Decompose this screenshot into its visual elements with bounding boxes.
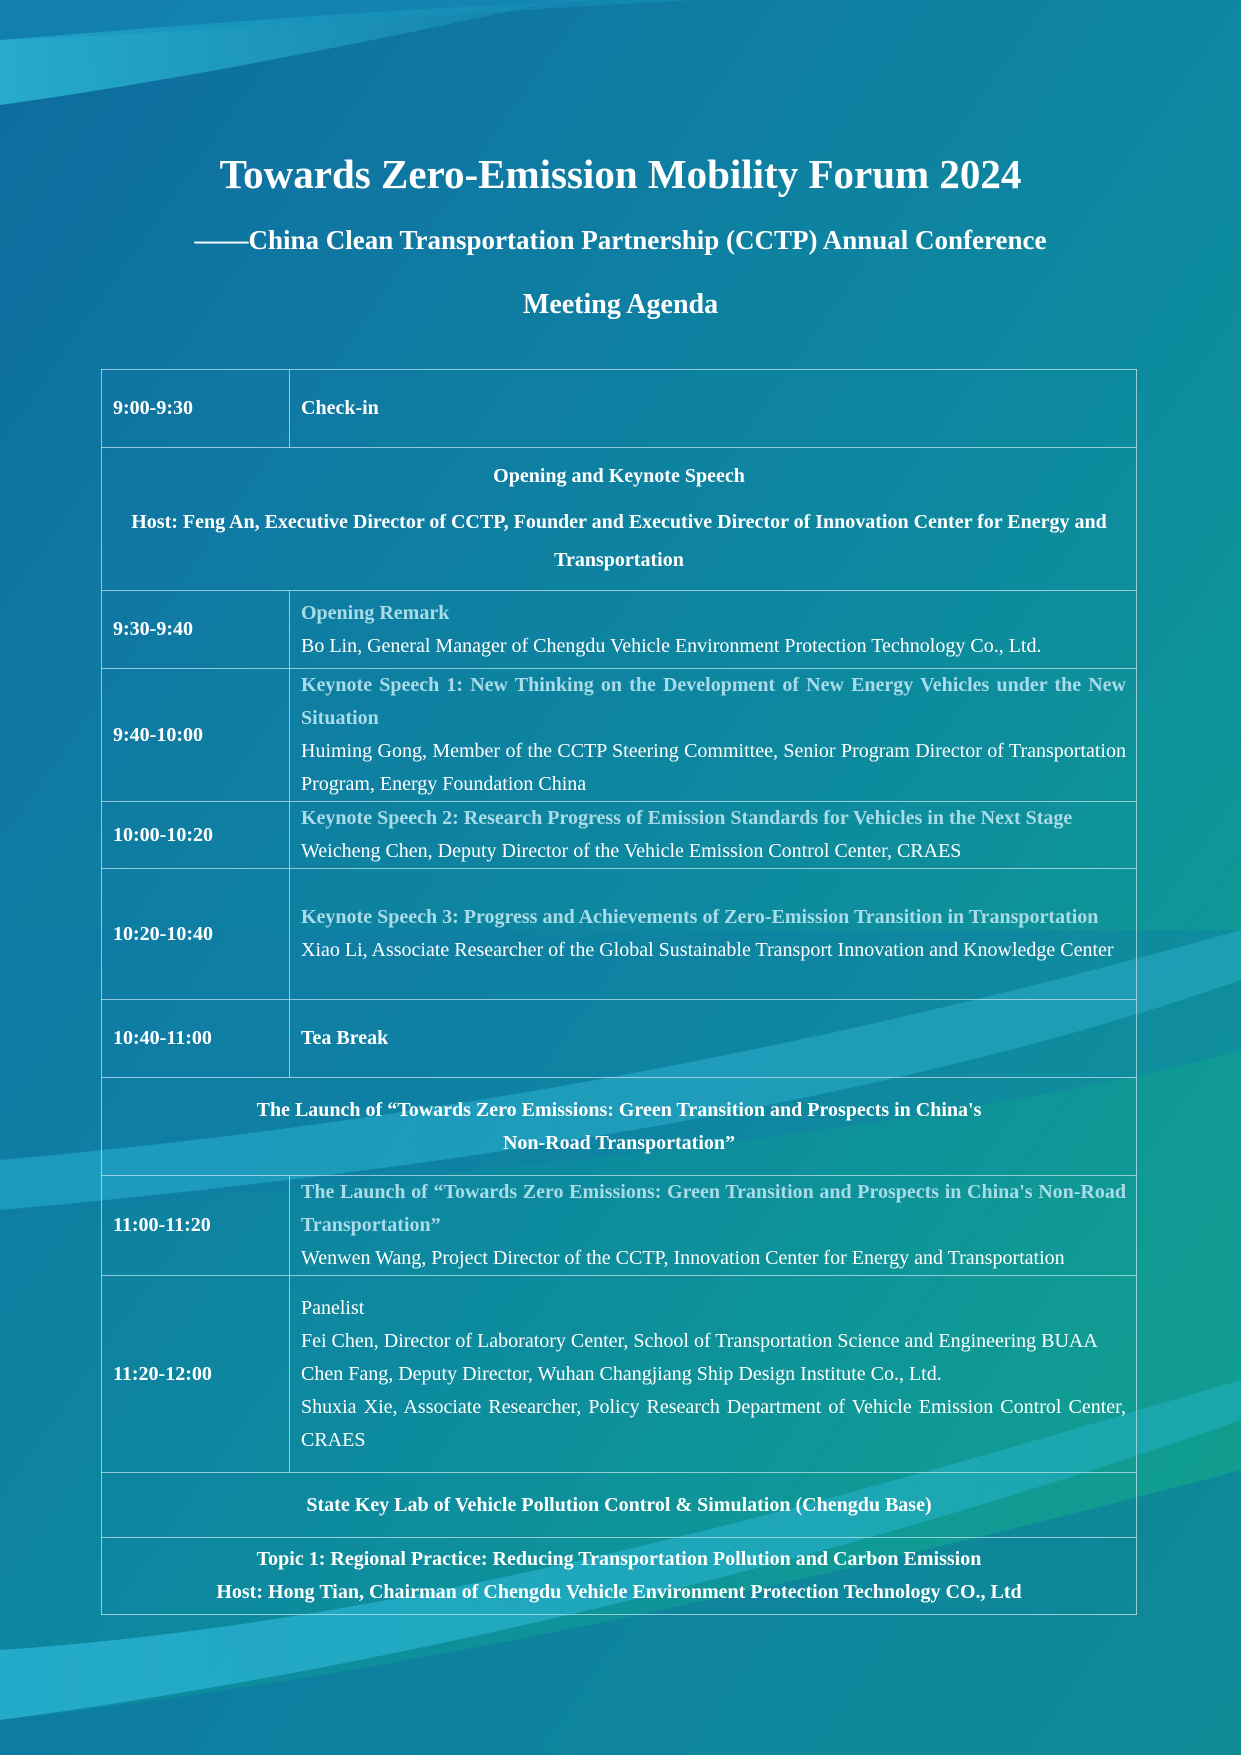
agenda-heading: Meeting Agenda <box>522 289 719 320</box>
agenda-row-checkin <box>102 370 1137 448</box>
item-cell <box>290 802 1137 869</box>
item-title: Keynote Speech 1: New Thinking on the Development of New Energy Vehicles under the New Situation <box>301 674 1126 729</box>
section-title: State Key Lab of Vehicle Pollution Control & Simulation (Chengdu Base) <box>306 1493 932 1516</box>
forum-title: Towards Zero-Emission Mobility Forum 2024 <box>219 151 1022 197</box>
forum-subtitle: ——China Clean Transportation Partnership (CCTP) Annual Conference <box>194 225 1047 255</box>
tea-break-label: Tea Break <box>301 1027 389 1049</box>
item-speaker: Bo Lin, General Manager of Chengdu Vehicle Environment Protection Technology Co., Ltd. <box>301 634 1042 657</box>
checkin-cell <box>290 370 1137 448</box>
time-cell: 10:20-10:40 <box>102 869 290 1000</box>
time-cell: 9:00-9:30 <box>102 370 290 448</box>
item-cell <box>290 869 1137 1000</box>
agenda-row-keynote-1 <box>102 669 1137 802</box>
agenda-section-launch <box>102 1078 1137 1176</box>
section-host: Host: Feng An, Executive Director of CCTP, Founder and Executive Director of Innovation Center for Energy and Transportation <box>131 510 1107 571</box>
agenda-row-opening-remark <box>102 591 1137 669</box>
item-cell <box>290 591 1137 669</box>
agenda-row-keynote-2 <box>102 802 1137 869</box>
item-speaker: Huiming Gong, Member of the CCTP Steering Committee, Senior Program Director of Transportation Program, Energy Foundation China <box>301 740 1126 795</box>
section-cell <box>102 1473 1137 1538</box>
time-cell: 10:40-11:00 <box>102 1000 290 1078</box>
agenda-row-tea-break <box>102 1000 1137 1078</box>
panelist: Fei Chen, Director of Laboratory Center, School of Transportation Science and Engineering BUAA <box>301 1329 1098 1352</box>
agenda-section-opening <box>102 448 1137 591</box>
section-title: The Launch of “Towards Zero Emissions: Green Transition and Prospects in China's Non-Road Transportation” <box>256 1098 982 1154</box>
time-cell: 9:40-10:00 <box>102 669 290 802</box>
item-cell <box>290 1176 1137 1276</box>
item-cell <box>290 669 1137 802</box>
panelist: Shuxia Xie, Associate Researcher, Policy Research Department of Vehicle Emission Control Center, CRAES <box>301 1395 1126 1451</box>
time-cell: 11:20-12:00 <box>102 1276 290 1473</box>
item-title: The Launch of “Towards Zero Emissions: Green Transition and Prospects in China's Non-Road Transportation” <box>301 1181 1126 1236</box>
agenda-row-launch <box>102 1176 1137 1276</box>
agenda-row-keynote-3 <box>102 869 1137 1000</box>
agenda-row-panel <box>102 1276 1137 1473</box>
section-cell <box>102 448 1137 591</box>
item-speaker: Wenwen Wang, Project Director of the CCTP, Innovation Center for Energy and Transportation <box>301 1247 1065 1269</box>
panelist: Chen Fang, Deputy Director, Wuhan Changjiang Ship Design Institute Co., Ltd. <box>301 1362 942 1385</box>
panel-label: Panelist <box>301 1296 365 1319</box>
section-cell <box>102 1538 1137 1615</box>
agenda-section-lab <box>102 1473 1137 1538</box>
section-title: Topic 1: Regional Practice: Reducing Transportation Pollution and Carbon Emission <box>256 1548 982 1570</box>
section-title: Opening and Keynote Speech <box>493 464 745 487</box>
item-speaker: Xiao Li, Associate Researcher of the Global Sustainable Transport Innovation and Knowledge Center <box>301 939 1114 961</box>
item-speaker: Weicheng Chen, Deputy Director of the Vehicle Emission Control Center, CRAES <box>301 840 962 862</box>
time-cell: 10:00-10:20 <box>102 802 290 869</box>
section-cell <box>102 1078 1137 1176</box>
tea-break-cell <box>290 1000 1137 1078</box>
time-cell: 9:30-9:40 <box>102 591 290 669</box>
agenda-section-topic-1 <box>102 1538 1137 1615</box>
panel-cell <box>290 1276 1137 1473</box>
item-title: Keynote Speech 3: Progress and Achievements of Zero-Emission Transition in Transportation <box>301 906 1099 928</box>
item-title: Keynote Speech 2: Research Progress of Emission Standards for Vehicles in the Next Stage <box>301 807 1073 829</box>
time-cell: 11:00-11:20 <box>102 1176 290 1276</box>
section-host: Host: Hong Tian, Chairman of Chengdu Vehicle Environment Protection Technology CO., Ltd <box>216 1581 1022 1603</box>
item-title: Opening Remark <box>301 601 450 624</box>
agenda-table <box>101 369 1137 1615</box>
checkin-label: Check-in <box>301 397 379 419</box>
